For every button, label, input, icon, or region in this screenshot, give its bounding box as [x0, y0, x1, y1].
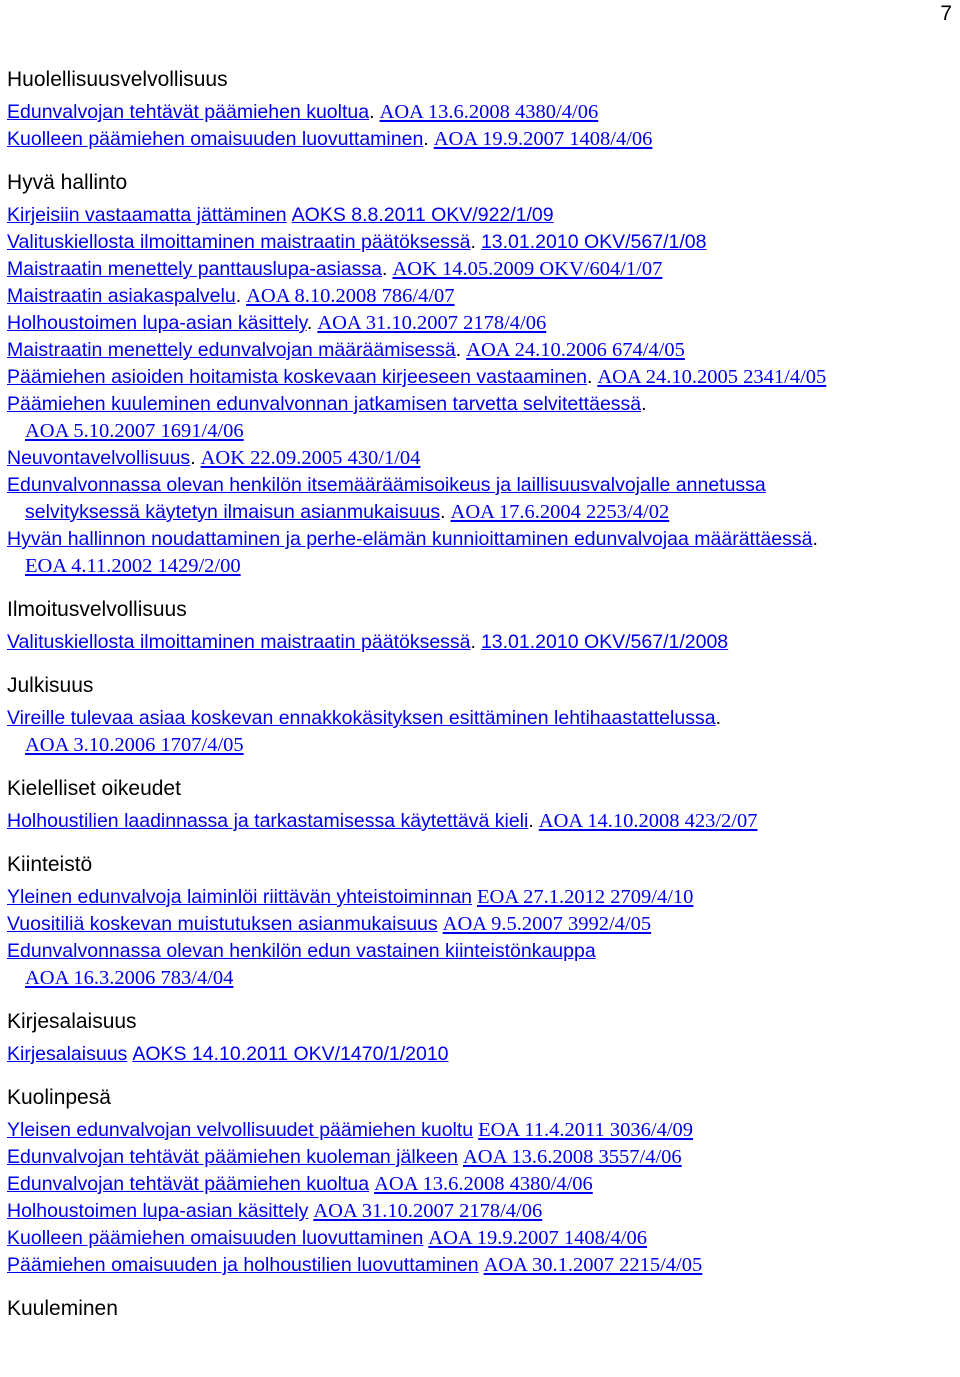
case-reference-link[interactable]: AOA 13.6.2008 4380/4/06	[379, 101, 599, 123]
section-heading: Huolellisuusvelvollisuus	[7, 68, 228, 91]
list-item	[7, 364, 952, 391]
case-reference-link[interactable]: AOA 13.6.2008 4380/4/06	[374, 1173, 593, 1195]
list-item	[7, 310, 952, 337]
section-heading: Hyvä hallinto	[7, 171, 128, 194]
separator: .	[369, 101, 375, 123]
list-item	[7, 1117, 952, 1144]
section	[7, 775, 952, 835]
case-title-link[interactable]: Holhoustilien laadinnassa ja tarkastamisessa käytettävä kieli	[7, 810, 529, 832]
case-reference-link[interactable]: AOA 19.9.2007 1408/4/06	[433, 128, 653, 150]
list-item	[7, 884, 952, 911]
section-heading: Julkisuus	[7, 674, 94, 697]
separator: .	[382, 258, 388, 280]
section-heading: Kiinteistö	[7, 853, 93, 876]
case-reference-link[interactable]: AOA 24.10.2006 674/4/05	[466, 339, 685, 361]
list-item	[7, 229, 952, 256]
list-item	[7, 526, 952, 580]
entry-list	[7, 808, 952, 835]
case-reference-link[interactable]: 13.01.2010 OKV/567/1/2008	[480, 631, 729, 653]
section	[7, 672, 952, 759]
case-title-link[interactable]: Valituskiellosta ilmoittaminen maistraatin päätöksessä	[7, 231, 471, 253]
case-reference-link[interactable]: AOA 13.6.2008 3557/4/06	[462, 1146, 682, 1168]
separator: .	[423, 128, 429, 150]
case-title-link[interactable]: Holhoustoimen lupa-asian käsittely	[7, 312, 307, 334]
case-title-link[interactable]: Edunvalvojan tehtävät päämiehen kuoltua	[7, 1173, 370, 1195]
separator: .	[455, 339, 462, 361]
separator: .	[440, 501, 446, 523]
case-reference-link[interactable]: AOK 22.09.2005 430/1/04	[200, 447, 421, 469]
case-title-link[interactable]: Neuvontavelvollisuus	[7, 447, 191, 469]
case-reference-link[interactable]: AOA 16.3.2006 783/4/04	[25, 967, 234, 989]
case-reference-link[interactable]: AOA 30.1.2007 2215/4/05	[483, 1254, 703, 1276]
list-item	[7, 99, 952, 126]
case-reference-link[interactable]: AOA 9.5.2007 3992/4/05	[442, 913, 652, 935]
case-reference-link[interactable]: AOA 3.10.2006 1707/4/05	[25, 734, 244, 756]
document-body	[7, 66, 952, 1338]
case-title-link[interactable]: Päämiehen asioiden hoitamista koskevaan kirjeeseen vastaaminen	[7, 366, 587, 388]
section-heading: Kuuleminen	[7, 1297, 118, 1320]
case-reference-link[interactable]: AOKS 14.10.2011 OKV/1470/1/2010	[132, 1043, 449, 1065]
case-title-link[interactable]: Valituskiellosta ilmoittaminen maistraatin päätöksessä	[7, 631, 471, 653]
case-reference-link[interactable]: AOA 5.10.2007 1691/4/06	[25, 420, 244, 442]
case-title-link[interactable]: Kuolleen päämiehen omaisuuden luovuttaminen	[7, 1227, 424, 1249]
list-item	[7, 1198, 952, 1225]
section	[7, 596, 952, 656]
separator: .	[235, 285, 242, 307]
list-item	[7, 911, 952, 938]
case-title-link[interactable]: Kuolleen päämiehen omaisuuden luovuttaminen	[7, 128, 424, 150]
list-item	[7, 445, 952, 472]
case-title-link[interactable]: Maistraatin menettely edunvalvojan määräämisessä	[7, 339, 456, 361]
entry-list	[7, 202, 952, 580]
separator: .	[586, 366, 593, 388]
case-reference-link[interactable]: AOA 8.10.2008 786/4/07	[246, 285, 455, 307]
case-reference-link[interactable]: EOA 11.4.2011 3036/4/09	[478, 1119, 694, 1141]
section	[7, 1295, 952, 1322]
list-item	[7, 1144, 952, 1171]
section-heading: Kuolinpesä	[7, 1086, 111, 1109]
case-title-link[interactable]: Maistraatin menettely panttauslupa-asiassa	[7, 258, 383, 280]
list-item	[7, 938, 952, 992]
case-reference-link[interactable]: AOA 31.10.2007 2178/4/06	[317, 312, 547, 334]
list-item	[7, 808, 952, 835]
entry-list	[7, 99, 952, 153]
case-reference-link[interactable]: AOKS 8.8.2011 OKV/922/1/09	[291, 204, 554, 226]
section-heading: Kielelliset oikeudet	[7, 777, 181, 800]
list-item	[7, 202, 952, 229]
case-title-link-continued[interactable]: selvityksessä käytetyn ilmaisun asianmukaisuus	[25, 501, 441, 523]
page-number: 7	[940, 2, 952, 25]
case-title-link[interactable]: Edunvalvojan tehtävät päämiehen kuoltua	[7, 101, 370, 123]
list-item	[7, 337, 952, 364]
list-item	[7, 256, 952, 283]
separator: .	[528, 810, 534, 832]
case-title-link[interactable]: Päämiehen omaisuuden ja holhoustilien luovuttaminen	[7, 1254, 479, 1276]
case-title-link[interactable]: Edunvalvonnassa olevan henkilön edun vastainen kiinteistönkauppa	[7, 940, 596, 962]
case-title-link[interactable]: Kirjeisiin vastaamatta jättäminen	[7, 204, 287, 226]
case-reference-link[interactable]: AOA 31.10.2007 2178/4/06	[313, 1200, 543, 1222]
section-heading: Kirjesalaisuus	[7, 1010, 137, 1033]
list-item	[7, 629, 952, 656]
case-title-link[interactable]: Kirjesalaisuus	[7, 1043, 128, 1065]
list-item	[7, 1171, 952, 1198]
section	[7, 1084, 952, 1279]
section	[7, 851, 952, 992]
case-reference-link[interactable]: AOA 19.9.2007 1408/4/06	[428, 1227, 647, 1249]
list-item	[7, 126, 952, 153]
separator: .	[470, 631, 476, 653]
separator: .	[715, 707, 721, 729]
entry-list	[7, 1041, 952, 1068]
list-item	[7, 391, 952, 445]
list-item	[7, 705, 952, 759]
case-reference-link[interactable]: AOA 17.6.2004 2253/4/02	[450, 501, 670, 523]
separator: .	[190, 447, 196, 469]
section	[7, 66, 952, 153]
list-item	[7, 283, 952, 310]
list-item	[7, 1041, 952, 1068]
case-title-link[interactable]: Maistraatin asiakaspalvelu	[7, 285, 236, 307]
section-heading: Ilmoitusvelvollisuus	[7, 598, 187, 621]
case-reference-link[interactable]: AOK 14.05.2009 OKV/604/1/07	[392, 258, 663, 280]
separator: .	[470, 231, 476, 253]
section	[7, 169, 952, 580]
case-title-link[interactable]: Vuositiliä koskevan muistutuksen asianmukaisuus	[7, 913, 438, 935]
case-title-link[interactable]: Yleinen edunvalvoja laiminlöi riittävän yhteistoiminnan	[7, 886, 473, 908]
list-item	[7, 1225, 952, 1252]
case-title-link[interactable]: Edunvalvojan tehtävät päämiehen kuoleman jälkeen	[7, 1146, 458, 1168]
entry-list	[7, 705, 952, 759]
entry-list	[7, 1117, 952, 1279]
case-title-link[interactable]: Yleisen edunvalvojan velvollisuudet päämiehen kuoltu	[7, 1119, 474, 1141]
case-title-link[interactable]: Päämiehen kuuleminen edunvalvonnan jatkamisen tarvetta selvitettäessä	[7, 393, 642, 415]
entry-list	[7, 884, 952, 992]
case-title-link[interactable]: Holhoustoimen lupa-asian käsittely	[7, 1200, 309, 1222]
list-item	[7, 472, 952, 526]
case-title-link[interactable]: Edunvalvonnassa olevan henkilön itsemääräämisoikeus ja laillisuusvalvojalle annetussa	[7, 474, 766, 496]
case-reference-link[interactable]: EOA 27.1.2012 2709/4/10	[477, 886, 694, 908]
separator: .	[641, 393, 647, 415]
separator: .	[812, 528, 818, 550]
case-reference-link[interactable]: 13.01.2010 OKV/567/1/08	[480, 231, 707, 253]
section	[7, 1008, 952, 1068]
entry-list	[7, 629, 952, 656]
case-title-link[interactable]: Vireille tulevaa asiaa koskevan ennakkokäsityksen esittäminen lehtihaastattelussa	[7, 707, 716, 729]
case-reference-link[interactable]: EOA 4.11.2002 1429/2/00	[25, 555, 241, 577]
case-reference-link[interactable]: AOA 24.10.2005 2341/4/05	[597, 366, 827, 388]
list-item	[7, 1252, 952, 1279]
case-reference-link[interactable]: AOA 14.10.2008 423/2/07	[538, 810, 758, 832]
separator: .	[306, 312, 313, 334]
case-title-link[interactable]: Hyvän hallinnon noudattaminen ja perhe-elämän kunnioittaminen edunvalvojaa määrättäessä	[7, 528, 813, 550]
